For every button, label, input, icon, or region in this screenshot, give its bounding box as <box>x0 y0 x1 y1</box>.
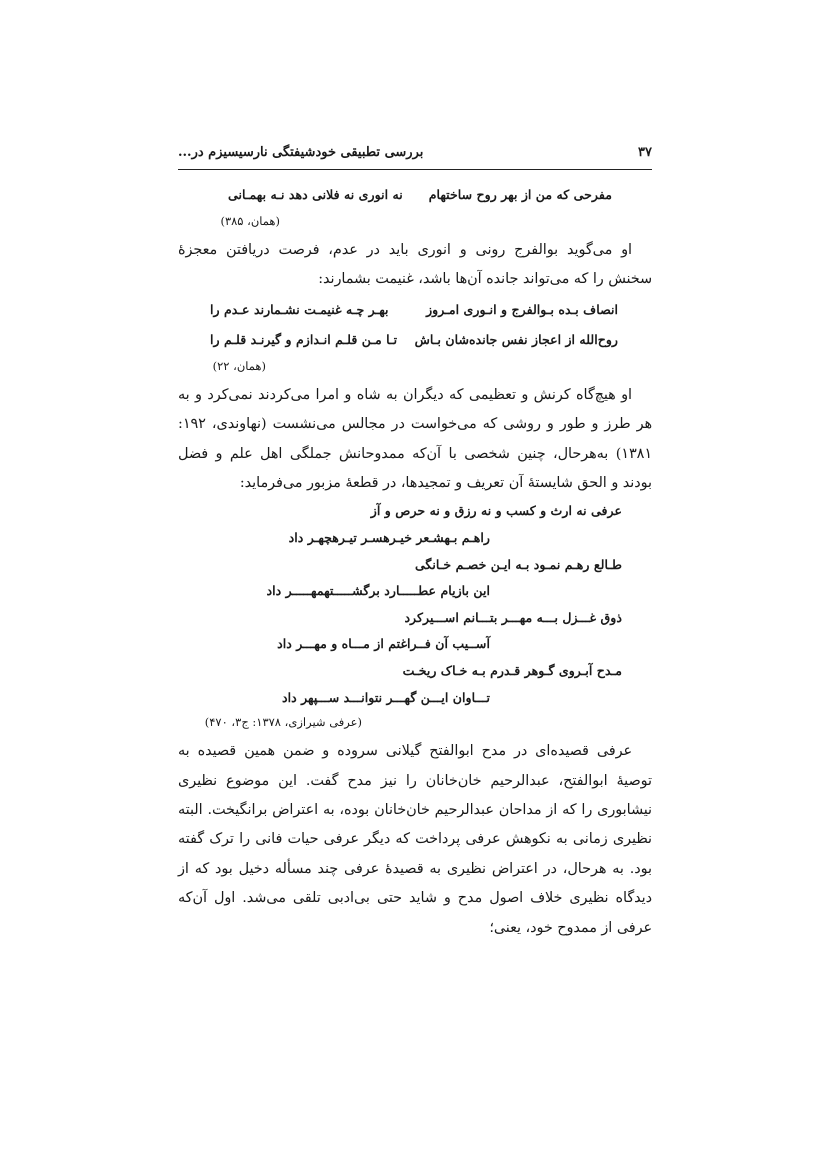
paragraph-text: عرفی قصیده‌ای در مدح ابوالفتح گیلانی سروده و ضمن همین قصیده به توصیهٔ ابوالفتح، عبدالرحیم خان‌خانان را نیز مدح گفت. این موضوع نظیری نیشابوری را که از مداحان عبدالرحیم خان‌خانان بوده، به اعتراض برانگیخت. البته نظیری زمانی به نکوهش عرفی پرداخت که دیگر عرفی حیات فانی را ترک گفته بود. به هرحال، در اعتراض نظیری به قصیدهٔ عرفی چند مسأله دخیل بود که از دیدگاه نظیری خلاف اصول مدح و شاید حتی بی‌ادبی تلقی می‌شد. اول آن‌که عرفی از ممدوح خود، یعنی؛ <box>178 743 652 936</box>
citation: (همان، ۲۲) <box>212 358 266 373</box>
hemistich-1: انصاف بـده بـوالفرج و انـوری امـروز <box>426 301 618 317</box>
running-header <box>178 143 652 165</box>
qita-line: ذوق غـــزل بـــه مهـــر بتـــانم اســـیرکرد <box>404 609 622 625</box>
qita-line: مـدح آبـروی گـوهر قـدرم بـه خـاک ریخـت <box>402 663 622 678</box>
qita-line: تـــاوان ایـــن گهـــر نتوانـــد ســـپهر داد <box>281 689 490 705</box>
qita-line: راهـم بـهشـعر خیـرهسـر تیـرهچهـر داد <box>288 530 490 546</box>
verse-couplet <box>178 325 652 355</box>
verse-couplet <box>178 180 652 210</box>
hemistich-2: تـا مـن قلـم انـدازم و گیرنـد قلـم را <box>210 331 398 347</box>
qita-line: عرفی نه ارث و کسب و نه رزق و نه حرص و آز <box>370 503 622 519</box>
qita-line: طـالع رهـم نمـود بـه ایـن خصـم خـانگی <box>414 556 622 572</box>
qita-line: آســیب آن فــراغتم از مـــاه و مهـــر داد <box>277 636 490 652</box>
paragraph <box>178 236 652 295</box>
page-body <box>178 180 652 943</box>
citation: (همان، ۳۸۵) <box>220 214 280 228</box>
header-rule <box>178 169 652 170</box>
hemistich-1: روح‌الله از اعجاز نفس جانده‌شان بـاش <box>414 331 618 347</box>
running-title: بررسی تطبیقی خودشیفتگی نارسیسیزم در... <box>178 145 424 160</box>
paragraph-text: او می‌گوید بوالفرج رونی و انوری باید در عدم، فرصت دریافتن معجزهٔ سخنش را که می‌تواند جانده آن‌ها باشد، غنیمت بشمارند: <box>178 242 652 288</box>
paragraph-text: او هیچ‌گاه کرنش و تعظیمی که دیگران به شاه و امرا می‌کردند نمی‌کرد و به هر طرز و طور و روشی که می‌خواست در مجالس می‌نشست (نهاوندی، ۱۹۲: ۱۳۸۱) به‌هرحال، چنین شخصی با آن‌که ممدوحانش جملگی اهل علم و فضل بودند و الحق شایستهٔ آن تعریف و تمجیدها، در قطعهٔ مزبور می‌فرماید: <box>178 386 652 492</box>
citation: (عرفی شیرازی، ۱۳۷۸: ج۳، ۴۷۰) <box>204 715 362 730</box>
hemistich-1: مفرحی که من از بهر روح ساختهام <box>428 187 612 202</box>
paragraph <box>178 737 652 943</box>
hemistich-2: بهـر چـه غنیمـت نشـمارند عـدم را <box>210 301 389 317</box>
qita-line: این بازیام عطـــــارد برگشـــــتهمهـــــر داد <box>266 583 490 599</box>
paragraph <box>178 381 652 499</box>
page-number: ۳۷ <box>638 145 652 160</box>
hemistich-2: نه انوری نه فلانی دهد نـه بهمـانی <box>228 187 403 202</box>
verse-couplet <box>178 295 652 325</box>
